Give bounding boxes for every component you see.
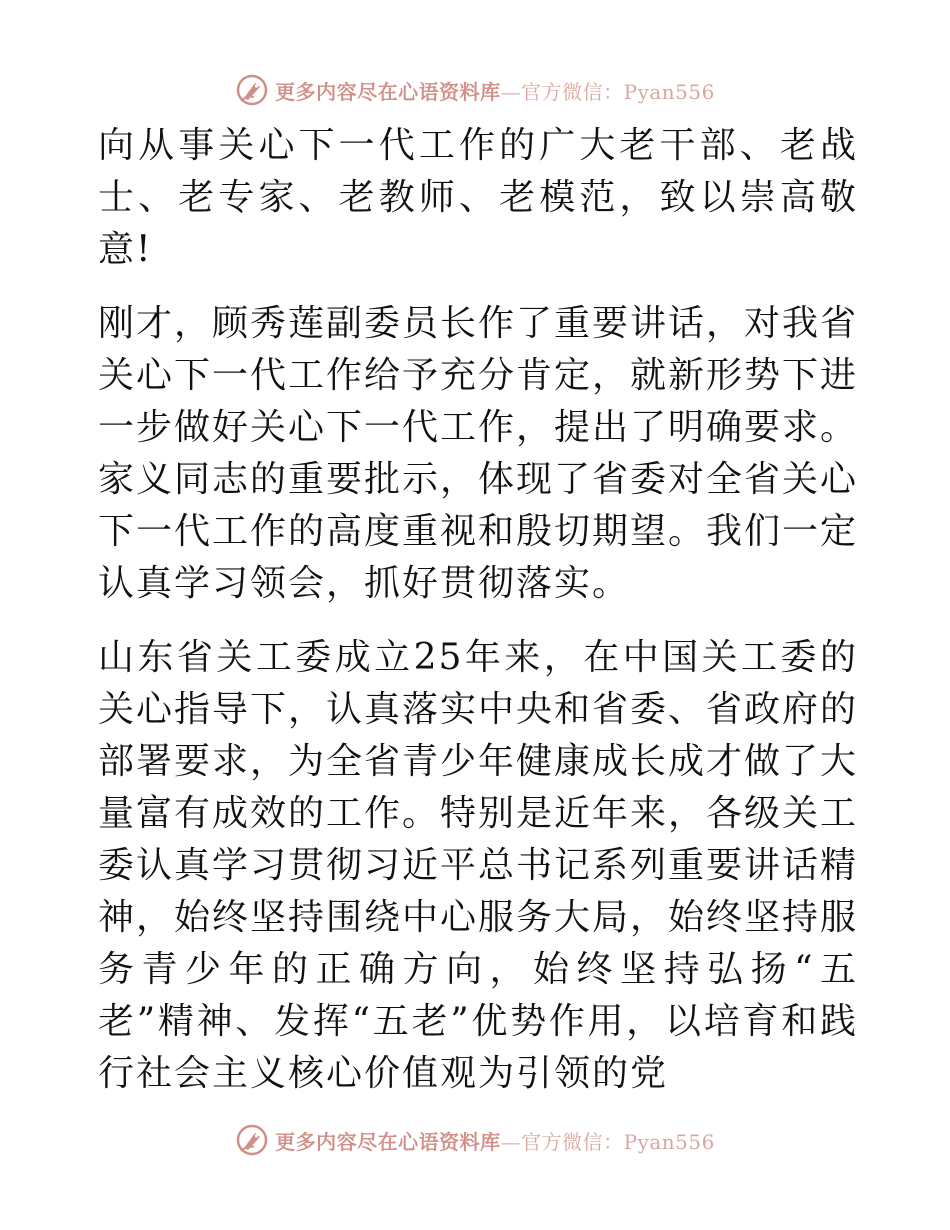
banner-separator: —	[500, 79, 522, 104]
banner-text	[275, 1126, 715, 1155]
paragraph-2: 刚才，顾秀莲副委员长作了重要讲话，对我省关心下一代工作给予充分肯定，就新形势下进一步做好关心下一代工作，提出了明确要求。家义同志的重要批示，体现了省委对全省关心下一代工作的高度重视和殷切期望。我们一定认真学习领会，抓好贯彻落实。	[98, 303, 859, 604]
banner-wechat: 官方微信：Pyan556	[521, 79, 715, 104]
banner-separator: —	[500, 1129, 522, 1154]
footer-banner	[0, 1120, 950, 1160]
paragraph-1: 向从事关心下一代工作的广大老干部、老战士、老专家、老教师、老模范，致以崇高敬意!	[98, 125, 858, 270]
banner-wechat: 官方微信：Pyan556	[521, 1129, 715, 1154]
header-banner	[0, 70, 950, 110]
banner-brand: 更多内容尽在心语资料库	[275, 1129, 501, 1154]
pen-nib-circle-icon	[235, 1123, 269, 1157]
banner-text	[275, 76, 715, 105]
paragraph-3: 山东省关工委成立25年来，在中国关工委的关心指导下，认真落实中央和省委、省政府的部署要求，为全省青少年健康成长成才做了大量富有成效的工作。特别是近年来，各级关工委认真学习贯彻习近平总书记系列重要讲话精神，始终坚持围绕中心服务大局，始终坚持服务青少年的正确方向，始终坚持弘扬“五老”精神、发挥“五老”优势作用，以培育和践行社会主义核心价值观为引领的党	[98, 637, 859, 1094]
pen-nib-circle-icon	[235, 73, 269, 107]
banner-brand: 更多内容尽在心语资料库	[275, 79, 501, 104]
document-body	[98, 120, 858, 1100]
